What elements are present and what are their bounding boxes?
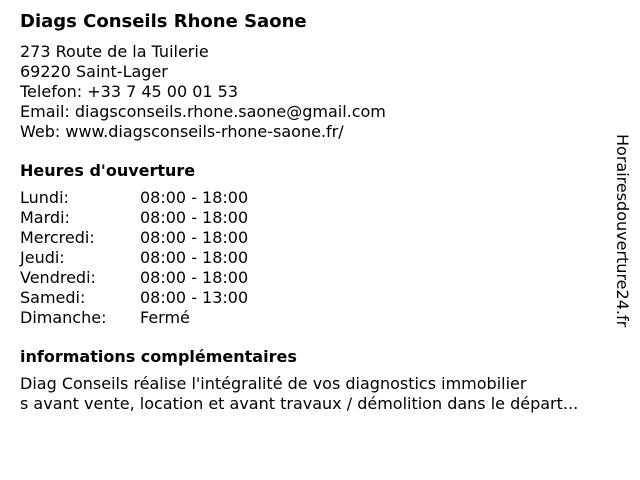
hours-day: Vendredi: bbox=[20, 268, 96, 287]
hours-row bbox=[20, 188, 248, 208]
hours-day: Samedi: bbox=[20, 288, 86, 307]
hours-row bbox=[20, 248, 248, 268]
hours-time: 08:00 - 18:00 bbox=[140, 228, 249, 247]
hours-day: Lundi: bbox=[20, 188, 69, 207]
address-block bbox=[20, 42, 620, 142]
opening-hours-table bbox=[20, 188, 248, 328]
hours-day: Dimanche: bbox=[20, 308, 107, 327]
additional-info-line: Diag Conseils réalise l'intégralité de vos diagnostics immobilier bbox=[20, 374, 527, 393]
email-line: Email: diagsconseils.rhone.saone@gmail.com bbox=[20, 102, 386, 121]
side-brand-watermark bbox=[612, 134, 632, 345]
additional-info-line: s avant vente, location et avant travaux / démolition dans le départ... bbox=[20, 394, 579, 413]
hours-row bbox=[20, 288, 248, 308]
hours-time: 08:00 - 13:00 bbox=[140, 288, 249, 307]
hours-row bbox=[20, 308, 248, 328]
additional-info-heading: informations complémentaires bbox=[20, 347, 297, 366]
hours-time: 08:00 - 18:00 bbox=[140, 248, 249, 267]
hours-time: 08:00 - 18:00 bbox=[140, 188, 249, 207]
hours-row bbox=[20, 228, 248, 248]
opening-hours-heading: Heures d'ouverture bbox=[20, 161, 196, 180]
hours-row bbox=[20, 268, 248, 288]
side-brand-text: Horairesdouverture24.fr bbox=[613, 134, 632, 328]
web-line: Web: www.diagsconseils-rhone-saone.fr/ bbox=[20, 122, 344, 141]
street-address: 273 Route de la Tuilerie bbox=[20, 42, 209, 61]
business-name: Diags Conseils Rhone Saone bbox=[20, 11, 307, 32]
hours-day: Mardi: bbox=[20, 208, 70, 227]
hours-time: Fermé bbox=[140, 308, 190, 327]
hours-day: Mercredi: bbox=[20, 228, 95, 247]
phone-line: Telefon: +33 7 45 00 01 53 bbox=[20, 82, 239, 101]
hours-time: 08:00 - 18:00 bbox=[140, 208, 249, 227]
hours-day: Jeudi: bbox=[20, 248, 65, 267]
city-postal: 69220 Saint-Lager bbox=[20, 62, 168, 81]
hours-time: 08:00 - 18:00 bbox=[140, 268, 249, 287]
hours-row bbox=[20, 208, 248, 228]
business-card bbox=[20, 10, 620, 414]
